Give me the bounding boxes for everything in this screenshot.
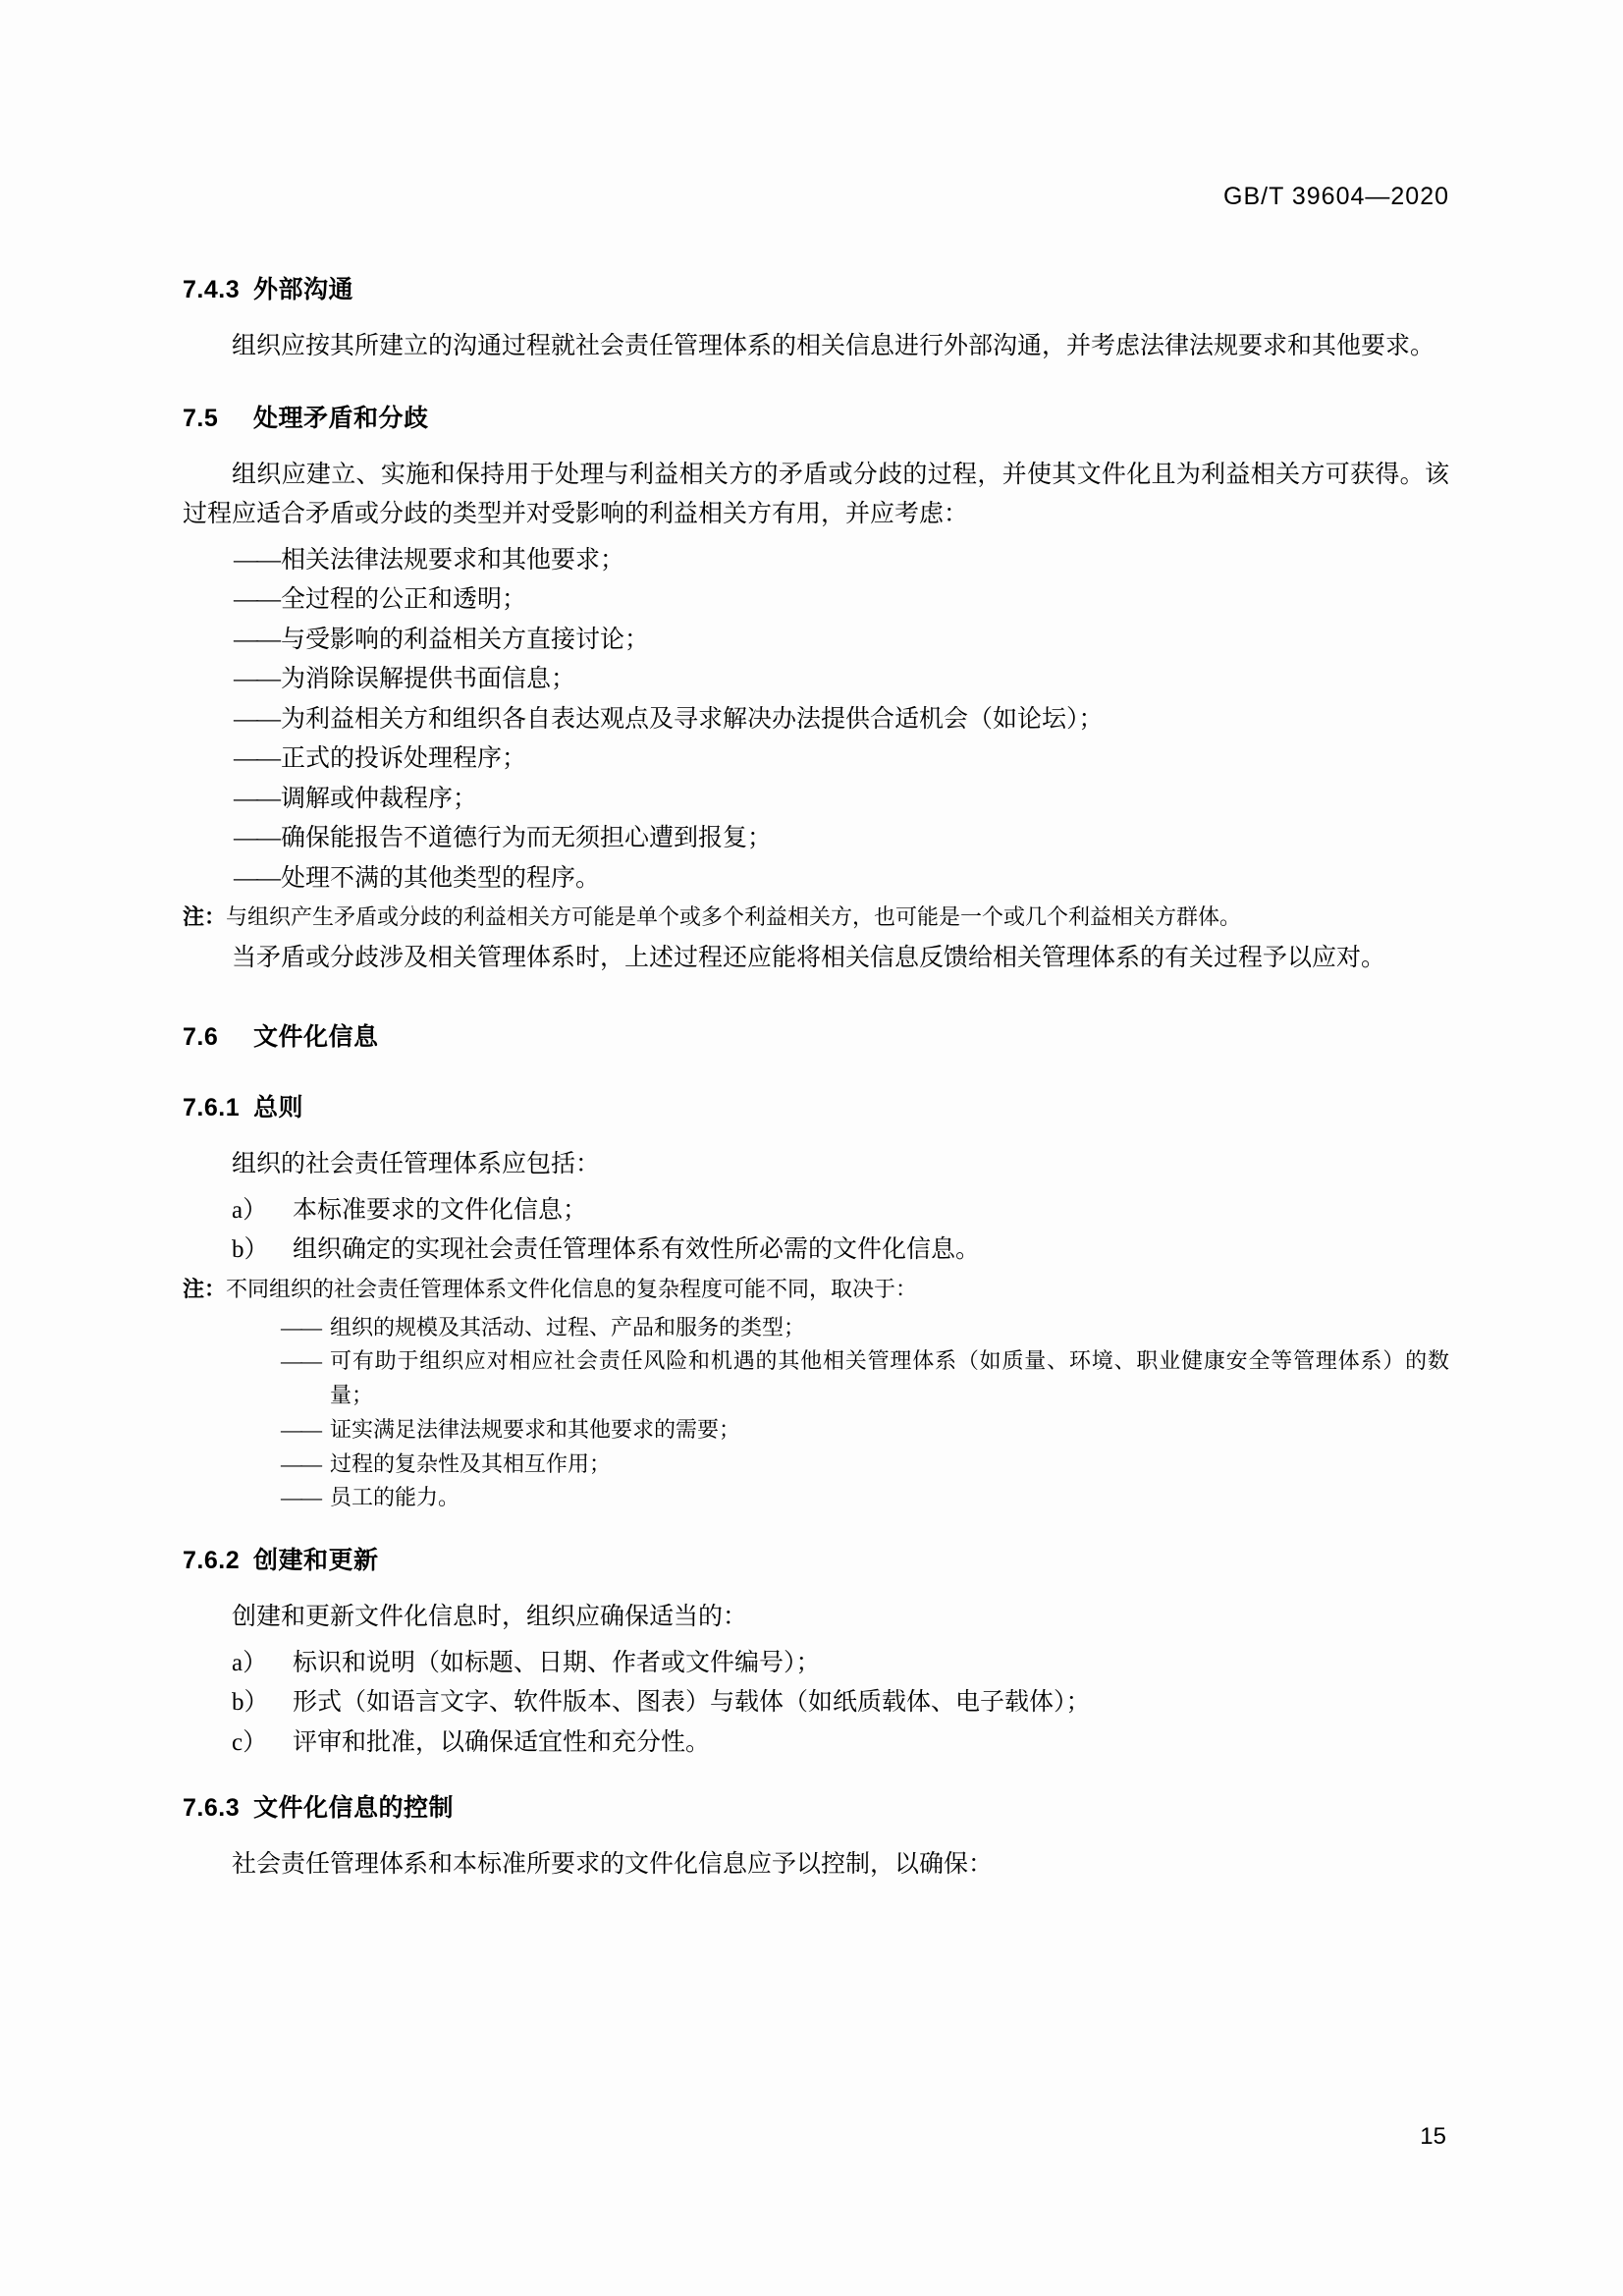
dash-marker: ——	[234, 745, 279, 772]
dash-marker: ——	[234, 666, 279, 692]
clause-number: 7.4.3	[183, 276, 241, 303]
dash-marker: ——	[234, 825, 279, 851]
clause-title: 创建和更新	[253, 1547, 379, 1574]
paragraph-7-6-3-lead: 社会责任管理体系和本标准所要求的文件化信息应予以控制，以确保：	[232, 1851, 994, 1878]
note-label: 注：	[183, 1276, 227, 1301]
heading-7-5	[183, 399, 1449, 434]
note-label: 注：	[183, 904, 227, 929]
list-item	[183, 1311, 1449, 1345]
clause-number: 7.6.1	[183, 1094, 241, 1122]
list-item	[183, 819, 1449, 859]
list-item	[183, 541, 1449, 581]
list-item-label: c）	[232, 1728, 268, 1756]
note-7-5	[183, 901, 1449, 935]
list-item	[183, 580, 1449, 621]
page-content	[183, 183, 1449, 1891]
clause-title: 处理矛盾和分歧	[253, 404, 429, 432]
list-item	[183, 739, 1449, 780]
list-item-text: 证实满足法律法规要求和其他要求的需要；	[330, 1416, 741, 1442]
list-item-text: 过程的复杂性及其相互作用；	[330, 1450, 612, 1476]
heading-7-6-1	[183, 1088, 1449, 1123]
list-item-label: a）	[232, 1196, 268, 1224]
list-item	[183, 1344, 1449, 1413]
clause-title: 总则	[253, 1094, 304, 1122]
paragraph-7-5-1: 组织应建立、实施和保持用于处理与利益相关方的矛盾或分歧的过程，并使其文件化且为利益相关方可获得。该过程应适合矛盾或分歧的类型并对受影响的利益相关方有用，并应考虑：	[183, 461, 1449, 527]
clause-number: 7.6	[183, 1023, 219, 1052]
heading-7-6	[183, 1017, 1449, 1053]
list-item-text: 为消除误解提供书面信息；	[281, 666, 576, 692]
list-item-text: 调解或仲裁程序；	[281, 785, 478, 812]
dash-marker: ——	[234, 864, 279, 892]
clause-number: 7.6.3	[183, 1794, 241, 1822]
list-item-label: b）	[232, 1689, 269, 1716]
list-item-text: 组织的规模及其活动、过程、产品和服务的类型；	[330, 1314, 806, 1339]
dash-marker: ——	[234, 546, 279, 574]
dash-marker: ——	[281, 1348, 320, 1374]
list-item-text: 评审和批准，以确保适宜性和充分性。	[293, 1728, 711, 1756]
dash-marker: ——	[281, 1450, 320, 1476]
heading-7-6-2	[183, 1541, 1449, 1576]
list-item	[183, 1683, 1449, 1723]
clause-title: 外部沟通	[253, 276, 354, 303]
paragraph-7-5-closing: 当矛盾或分歧涉及相关管理体系时，上述过程还应能将相关信息反馈给相关管理体系的有关过程予以应对。	[232, 944, 1386, 971]
list-7-6-1-note-dash	[183, 1311, 1449, 1516]
list-7-6-2-alpha	[183, 1644, 1449, 1764]
list-item-text: 为利益相关方和组织各自表达观点及寻求解决办法提供合适机会（如论坛）；	[281, 705, 1104, 733]
note-text: 与组织产生矛盾或分歧的利益相关方可能是单个或多个利益相关方，也可能是一个或几个利益相关方群体。	[226, 904, 1242, 929]
dash-marker: ——	[234, 785, 279, 812]
clause-title: 文件化信息的控制	[253, 1794, 455, 1822]
list-item-text: 标识和说明（如标题、日期、作者或文件编号）；	[293, 1649, 821, 1676]
clause-title: 文件化信息	[253, 1023, 379, 1052]
list-item-text: 处理不满的其他类型的程序。	[281, 864, 601, 892]
dash-marker: ——	[234, 586, 279, 613]
list-item-text: 可有助于组织应对相应社会责任风险和机遇的其他相关管理体系（如质量、环境、职业健康安全等管理体系）的数量；	[330, 1348, 1449, 1407]
standard-code: GB/T 39604—2020	[1223, 183, 1449, 210]
list-item-text: 组织确定的实现社会责任管理体系有效性所必需的文件化信息。	[293, 1236, 981, 1264]
list-item-text: 全过程的公正和透明；	[281, 586, 527, 613]
page-number: 15	[1420, 2123, 1446, 2150]
paragraph-7-4-3-1: 组织应按其所建立的沟通过程就社会责任管理体系的相关信息进行外部沟通，并考虑法律法规要求和其他要求。	[232, 333, 1435, 359]
clause-number: 7.6.2	[183, 1547, 241, 1574]
list-item	[183, 1448, 1449, 1482]
page-header	[183, 183, 1449, 211]
list-item	[183, 1723, 1449, 1764]
list-item-text: 相关法律法规要求和其他要求；	[281, 546, 625, 574]
dash-marker: ——	[281, 1485, 320, 1510]
dash-marker: ——	[281, 1314, 320, 1339]
list-item-label: a）	[232, 1649, 268, 1676]
dash-marker: ——	[234, 705, 279, 733]
list-item	[183, 1230, 1449, 1271]
list-item-text: 确保能报告不道德行为而无须担心遭到报复；	[281, 825, 773, 851]
list-item	[183, 1481, 1449, 1515]
note-7-6-1	[183, 1273, 1449, 1307]
clause-number: 7.5	[183, 404, 219, 432]
heading-7-4-3	[183, 270, 1449, 305]
list-item	[183, 780, 1449, 820]
list-item	[183, 660, 1449, 700]
list-item-text: 形式（如语言文字、软件版本、图表）与载体（如纸质载体、电子载体）；	[293, 1689, 1091, 1716]
paragraph-7-6-2-lead: 创建和更新文件化信息时，组织应确保适当的：	[232, 1604, 748, 1630]
list-item	[183, 700, 1449, 740]
list-7-5-dash	[183, 541, 1449, 900]
paragraph-7-6-1-lead: 组织的社会责任管理体系应包括：	[232, 1151, 601, 1178]
list-item-label: b）	[232, 1236, 269, 1264]
heading-7-6-3	[183, 1788, 1449, 1824]
list-item	[183, 859, 1449, 900]
list-item	[183, 1413, 1449, 1448]
dash-marker: ——	[281, 1416, 320, 1442]
dash-marker: ——	[234, 626, 279, 653]
list-item-text: 正式的投诉处理程序；	[281, 745, 527, 772]
list-item-text: 本标准要求的文件化信息；	[293, 1196, 588, 1224]
list-item	[183, 1191, 1449, 1231]
list-item	[183, 621, 1449, 661]
note-text: 不同组织的社会责任管理体系文件化信息的复杂程度可能不同，取决于：	[226, 1276, 918, 1301]
list-7-6-1-alpha	[183, 1191, 1449, 1271]
list-item-text: 员工的能力。	[330, 1485, 460, 1510]
list-item-text: 与受影响的利益相关方直接讨论；	[281, 626, 650, 653]
list-item	[183, 1644, 1449, 1684]
